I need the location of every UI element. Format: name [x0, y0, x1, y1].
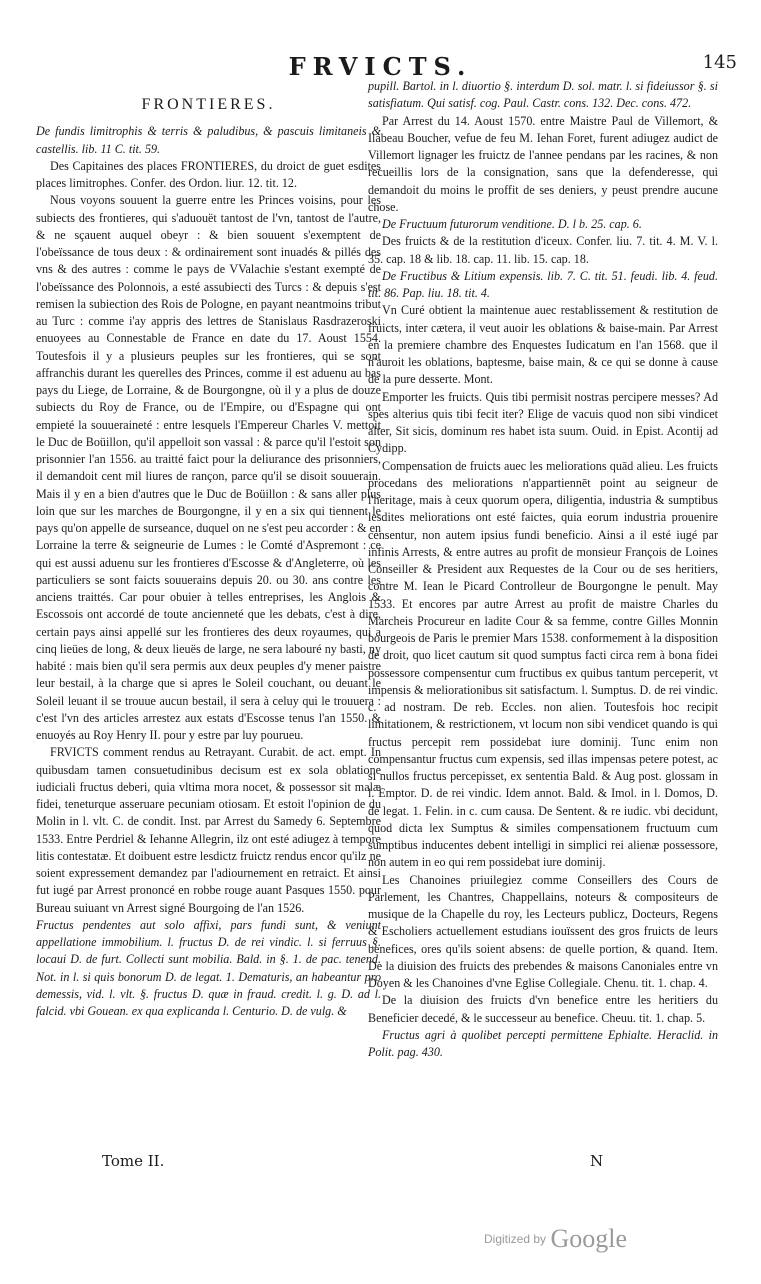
paragraph: Fructus agri à quolibet percepti permittene Ephialte. Heraclid. in Polit. pag. 430.	[368, 1027, 718, 1059]
paragraph: Par Arrest du 14. Aoust 1570. entre Maistre Paul de Villemort, & Ilabeau Boucher, vefue de feu M. Iehan Foret, furent adiugez audict de Villemort lignager les fruictz de l'annee pendans par les racines, & non recueillis lors de la consignation, sans que la defenderesse, qui demandoit du moins le proffit de ses deniers, y peust prendre aucune chose.	[368, 113, 718, 214]
digitized-by-google-watermark	[484, 1224, 627, 1254]
paragraph: Nous voyons souuent la guerre entre les Princes voisins, pour les subiects des frontieres, qui s'aduouët tantost de l'vn, tantost de l'autre, & ne sçauent auquel obeyr : & bien souuent s'exemptent de l'obeïssance de tous deux : & ordinairement sont inuadés & pillés des vns & des autres : comme le pays de VValachie s'estant exempté de l'obeïssance des Polonnois, a esté assubiecti des Turcs : & depuis s'est remisen la subiection des Rois de Pologne, en payant neantmoins tribut au Turc : comme i'ay appris des lettres de Stanislaus Rasdrazeroski enuoyees au Connestable de France en date du 17. Aoust 1554. Toutesfois il y a plusieurs peuples sur les frontieres, qui se sont affranchis durant les querelles des Princes, comme il est aduenu au bas pays du Liege, de Lorraine, & de Bourgongne, où il y a plus de douze subiects du Roy de France, ou de l'Empire, ou d'Espagne qui ont empieté la souueraineté : entre lesquels l'Empereur Charles V. mettoit le Duc de Boüillon, qu'il appelloit son vassal : & parce qu'il l'estoit son prisonnier l'an 1556. au traitté faict pour la deliurance des prisonniers, il demandoit cent mil liures de rançon, parce qu'il se disoit souuerain. Mais il y en a bien d'autres que le Duc de Boüillon : & sans aller plus loin que sur les marches de Bourgongne, il y en a six qui tiennent le pays qu'on appelle de surseance, duquel on ne s'est peu accorder : & en Lorraine la terre & seigneurie de Lumes : le Comté d'Aspremont : ce qui est aussi aduenu sur les frontieres d'Escosse & d'Angleterre, où les particuliers se sont faicts souuerains depuis 20. ou 30. ans contre les anciens traittés. Car pour obuier à telles entreprises, les Anglois & Escossois ont accordé de toute ancienneté que les debats, c'est à dire, certain pays ainsi appellé sur les frontieres des deux royaumes, qui a cinq lieües de long, & deux lieuës de large, ne sera labouré ny basti, ny habité : mais bien qu'il sera permis aux deux peuples d'y mener paistre leur bestail, à la charge que si apres le Soleil couchant, ou deuant le Soleil leuant il se trouue aucun bestail, il sera à celuy qui le trouuera : c'est l'vn des articles arrestez aux estats d'Escosse tenus l'an 1550. & enuoyés au Roy Henry II. pour y estre par luy pourueu.	[36, 193, 381, 742]
paragraph: De Fructibus & Litium expensis. lib. 7. C. tit. 51. feudi. lib. 4. feud. tit. 86. Pap. liu. 18. tit. 4.	[368, 268, 718, 300]
page-number: 145	[702, 52, 737, 73]
right-column	[368, 78, 718, 1061]
paragraph: Emporter les fruicts. Quis tibi permisit nostras percipere messes? Ad spes alterius quis tibi fecit iter? Elige de vacuis quod non sibi vindicet alter, Sit sicis, dominum res habet ista suum. Ouid. in Epist. Acontij ad Cydipp.	[368, 389, 718, 456]
signature-mark: N	[590, 1152, 604, 1170]
paragraph: Des fruicts & de la restitution d'iceux. Confer. liu. 7. tit. 4. M. V. l. 35. cap. 18 & lib. 18. cap. 11. lib. 15. cap. 18.	[368, 234, 718, 266]
paragraph: De Fructuum futurorum venditione. D. l b. 25. cap. 6.	[382, 217, 642, 231]
google-logo: Google	[550, 1224, 628, 1253]
section-heading: FRONTIERES.	[141, 96, 276, 113]
paragraph: Les Chanoines priuilegiez comme Conseillers des Cours de Parlement, les Chantres, Chappellains, noteurs & compositeurs de musique de la Chapelle du roy, les Lecteurs publicz, Docteurs, Regens & Escholiers actuellement estudians iouïssent des gros fruicts de leurs benefices, ores qu'ils soient absens: de quelle portion, & quand. Item. De la diuision des fruicts des prebendes & maisons Canoniales entre vn Doyen & les Chanoines d'vne Eglise Collegiale. Chenu. tit. 1. chap. 4.	[368, 872, 718, 990]
paragraph: De fundis limitrophis & terris & paludibus, & pascuis limitaneis & castellis. lib. 11 C. tit. 59.	[36, 124, 381, 156]
paragraph: Vn Curé obtient la maintenue auec restablissement & restitution de fruicts, inter cætera, il veut auoir les oblations & baise-main. Par Arrest en la premiere chambre des Enquestes Iudicatum en l'an 1568. que il n'auroit les oblations, baptesme, baise main, & ce qui se donne à cause de la pure desserte. Mont.	[368, 303, 718, 387]
paragraph: De la diuision des fruicts d'vn benefice entre les heritiers du Beneficier decedé, & le successeur au benefice. Cheuu. tit. 1. chap. 5.	[368, 993, 718, 1025]
running-head-title: FRVICTS.	[288, 52, 473, 81]
paragraph: Des Capitaines des places FRONTIERES, du droict de guet esdites places limitrophes. Confer. des Ordon. liur. 12. tit. 12.	[36, 158, 381, 190]
paragraph: Fructus pendentes aut solo affixi, pars fundi sunt, & veniunt appellatione immobilium. l. fructus D. de rei vindic. l. si ferruus §. locaui D. de furt. Collecti sunt mobilia. Bald. in §. 1. de pac. tenend. Not. in l. si quis bonorum D. de legat. 1. Dematuris, an habeantur pro demessis, vid. l. vlt. §. fructus D. quæ in fraud. credit. l. g. D. ad l. falcid. vbi Gouean. ex qua explicanda l. Centurio. D. de vulg. &	[36, 917, 381, 1018]
watermark-prefix: Digitized by	[484, 1232, 547, 1246]
footer-tome: Tome II.	[102, 1152, 165, 1170]
paragraph: pupill. Bartol. in l. diuortio §. interdum D. sol. matr. l. si fideiussor §. si satisfiatum. Qui satisf. cog. Paul. Castr. cons. 132. Dec. cons. 472.	[368, 79, 718, 111]
paragraph: FRVICTS comment rendus au Retrayant. Curabit. de act. empt. In quibusdam tamen consuetudinibus decisum est ex sola oblatione iudiciali fructus deberi, quia vltima mora nocet, & possessor sit malæ fidei, teneturque asseruare pecuniam otiosam. Et estoit l'opinion de du Molin in l. vlt. C. de condit. Inst. par Arrest du Samedy 6. Septembre 1533. Entre Perdriel & Iehanne Allegrin, ilz ont esté adiugez à tempore litis contestatæ. Et doibuent estre lesdictz fruictz rendus encor qu'ilz ne soient expressement demandez par l'adiournement en retraict. Et ainsi fut iugé par Arrest prononcé en robbe rouge auant Pasques 1550. pour Bureau suiuant vn Arrest signé Bourgoing de l'an 1526.	[36, 745, 381, 915]
paragraph: Compensation de fruicts auec les meliorations quād alieu. Les fruicts procedans des meliorations n'appartiennēt point au seigneur de l'heritage, mais à ceux quorum opera, diligentia, industria & sumptibus lesdites meliorations ont esté faictes, quia eorum industria prouenire censentur, non autem ipsius fundi beneficio. Ainsi a il esté iugé par infinis Arrests, & entre autres au profit de monsieur François de Loines Conseiller & President aux Requestes de la Cour ou de ses heritiers, contre M. Iean le Picard Controlleur de Bourgongne le penult. May 1533. Et encores par autre Arrest au profit de maistre Charles du Marcheis Procureur en ladite Cour & sa femme, contre Gilles Monnin bourgeois de Paris le premier Mars 1538. conformement à la disposition de droit, quo licet cautum sit quod sumptus facti circa rem à bona fidei possessore compensentur cum fructibus ex quibus tantum perceperit, vt impensis & meliorationibus sit satisfactum. l. Sumptus. D. de rei vindic. c. ad nostram. De reb. Eccles. non alien. Toutesfois hoc recipit limitationem, & restrictionem, vt locum non sibi vendicet quando is qui fructus percepit rem possidebat iure dominij. Tunc enim non compensantur fructus cum expensis, sed illas impensas petere potest, ac si nullos fructus percepisset, ex sententia Bald. & Aug post. glossam in l. Emptor. D. de rei vindic. Idem annot. Bald. & Imol. in l. Domos, D. de legat. 1. Felin. in c. cum causa. De Sentent. & re iudic. vbi decidunt, quod dicta lex Sumptus & similes compensationem fructuum cum sumptibus inducentes debent intelligi in simplici rei alienæ possessore, non autem in eo qui rem possidebat iure dominij.	[368, 458, 718, 870]
left-column	[36, 80, 381, 1020]
